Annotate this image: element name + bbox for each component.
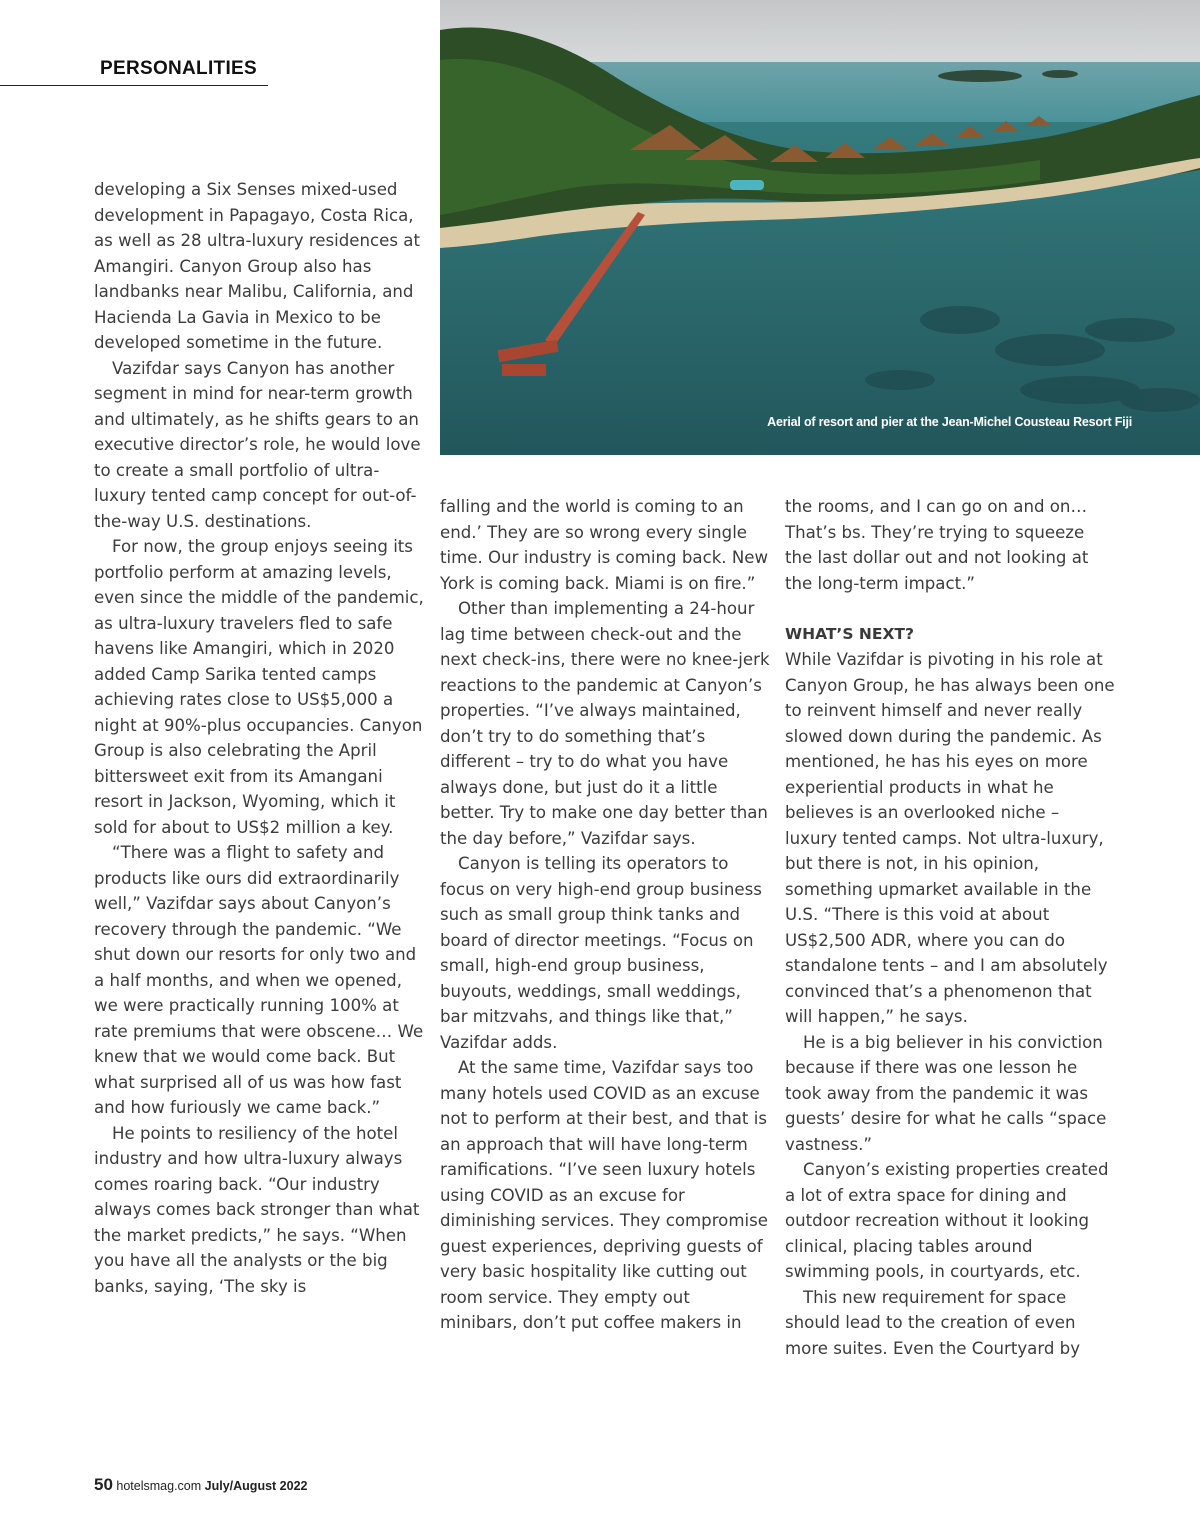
aerial-resort-pier-image (440, 0, 1200, 455)
paragraph: Canyon’s existing properties created a lot of extra space for dining and outdoor recreation without it looking clinical, placing tables around swimming pools, in courtyards, etc. (785, 1160, 1109, 1281)
site-name: hotelsmag.com (116, 1479, 202, 1493)
aerial-photo-illustration (440, 0, 1200, 455)
paragraph: He is a big believer in his conviction because if there was one lesson he took away from the pandemic it was guests’ desire for what he calls “space vastness.” (785, 1032, 1107, 1154)
paragraph: “There was a flight to safety and products like ours did extraordinarily well,” Vazifdar says about Canyon’s recovery through the pandemic. “We shut down our resorts for only two and a half months, and when we opened, we were practically running 100% at rate premiums that were obscene… We knew that we would come back. But what surprised all of us was how fast and how furiously we came back.” (94, 843, 424, 1117)
photo-caption: Aerial of resort and pier at the Jean-Michel Cousteau Resort Fiji (767, 415, 1132, 429)
subheading: WHAT’S NEXT? (785, 624, 914, 643)
section-rule (0, 85, 268, 86)
paragraph: Other than implementing a 24-hour lag time between check-out and the next check-ins, there were no knee-jerk reactions to the pandemic at Canyon’s properties. “I’ve always maintained, don’t try to do something that’s different – try to do what you have always done, but just do it a little better. Try to make one day better than the day before,” Vazifdar says. (440, 599, 770, 848)
article-column-2 (440, 494, 770, 1336)
paragraph: falling and the world is coming to an end.’ They are so wrong every single time. Our industry is coming back. New York is coming back. Miami is on fire.” (440, 497, 769, 593)
paragraph: He points to resiliency of the hotel industry and how ultra-luxury always comes roaring back. “Our industry always comes back stronger than what the market predicts,” he says. “When you have all the analysts or the big banks, saying, ‘The sky is (94, 1123, 420, 1296)
issue-date: July/August 2022 (204, 1479, 308, 1493)
paragraph: Canyon is telling its operators to focus on very high-end group business such as small group think tanks and board of director meetings. “Focus on small, high-end group business, buyouts, weddings, small weddings, bar mitzvahs, and things like that,” Vazifdar adds. (440, 854, 762, 1052)
paragraph: developing a Six Senses mixed-used development in Papagayo, Costa Rica, as well as 28 ultra-luxury residences at Amangiri. Canyon Group also has landbanks near Malibu, California, and Hacienda La Gavia in Mexico to be developed sometime in the future. (94, 180, 420, 352)
article-column-1 (94, 177, 424, 1299)
section-label: PERSONALITIES (100, 58, 257, 79)
page-footer (94, 1475, 307, 1495)
paragraph: For now, the group enjoys seeing its portfolio perform at amazing levels, even since the middle of the pandemic, as ultra-luxury travelers fled to safe havens like Amangiri, which in 2020 added Camp Sarika tented camps achieving rates close to US$5,000 a night at 90%-plus occupancies. Canyon Group is also celebrating the April bittersweet exit from its Amangani resort in Jackson, Wyoming, which it sold for about to US$2 million a key. (94, 537, 424, 837)
paragraph: While Vazifdar is pivoting in his role at Canyon Group, he has always been one to reinvent himself and never really slowed down during the pandemic. As mentioned, he has his eyes on more experiential products in what he believes is an overlooked niche – luxury tented camps. Not ultra-luxury, but there is not, in his opinion, something upmarket available in the U.S. “There is this void at about US$2,500 ADR, where you can do standalone tents – and I am absolutely convinced that’s a phenomenon that will happen,” he says. (785, 650, 1115, 1026)
article-column-3 (785, 494, 1115, 1361)
paragraph: the rooms, and I can go on and on… That’s bs. They’re trying to squeeze the last dollar out and not looking at the long-term impact.” (785, 497, 1089, 593)
page-number: 50 (94, 1475, 113, 1494)
paragraph: This new requirement for space should lead to the creation of even more suites. Even the Courtyard by (785, 1287, 1081, 1358)
paragraph: Vazifdar says Canyon has another segment in mind for near-term growth and ultimately, as he shifts gears to an executive director’s role, he would love to create a small portfolio of ultra-luxury tented camp concept for out-of-the-way U.S. destinations. (94, 358, 421, 531)
paragraph: At the same time, Vazifdar says too many hotels used COVID as an excuse not to perform at their best, and that is an approach that will have long-term ramifications. “I’ve seen luxury hotels using COVID as an excuse for diminishing services. They compromise guest experiences, depriving guests of very basic hospitality like cutting out room service. They empty out minibars, don’t put coffee makers in (440, 1058, 768, 1332)
